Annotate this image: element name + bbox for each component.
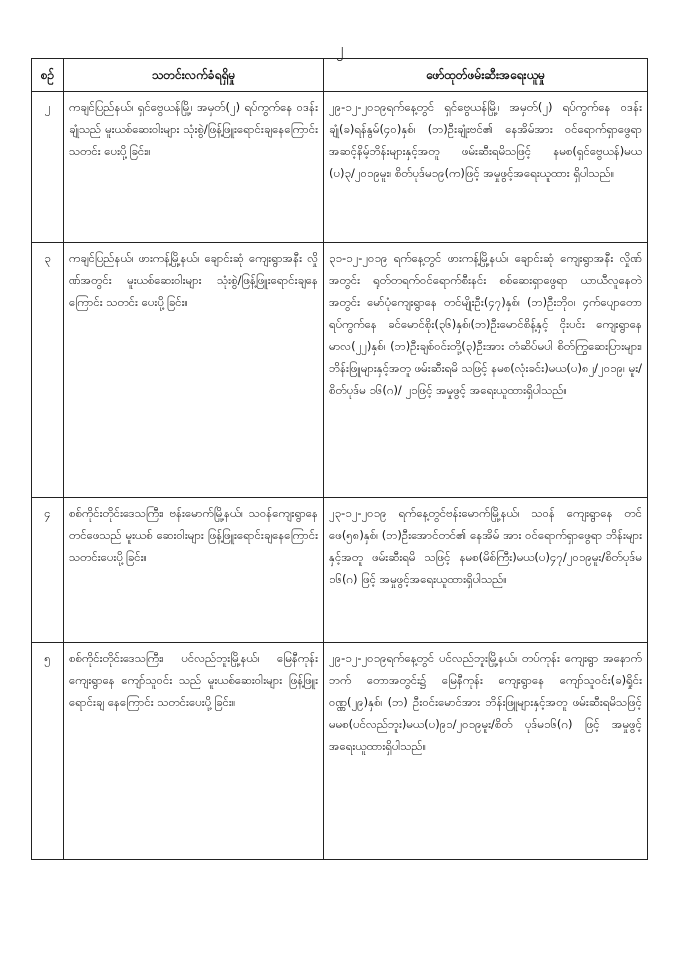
table-row xyxy=(32,498,648,643)
info-received-cell: ကချင်ပြည်နယ်၊ ရှင်ဗွေယန်မြို့၊ အမှတ်(၂) ရပ်ကွက်နေ ဝဒန်းချုံသည် မူးယစ်ဆေးဝါးများ သုံးစွဲ/ဖြန့်ဖြူးရောင်းချနေကြောင်း သတင်း ပေးပို့ခြင်း။ xyxy=(64,92,324,243)
header-info-received: သတင်းလက်ခံရရှိမှု xyxy=(64,59,324,92)
row-number: ၅ xyxy=(32,643,64,860)
info-received-cell: စစ်ကိုင်းတိုင်းဒေသကြီး၊ ပင်လည်ဘူးမြို့နယ်၊ မြေနီကုန်းကျေးရွာနေ ကျော်သူဝင်း သည် မူးယစ်ဆေးဝါးများ ဖြန့်ဖြူးရောင်းချ နေကြောင်း သတင်းပေးပို့ခြင်း။ xyxy=(64,643,324,860)
header-no: စဉ် xyxy=(32,59,64,92)
row-number: ၄ xyxy=(32,498,64,643)
header-action-taken: ဖော်ထုတ်ဖမ်းဆီးအရေးယူမှု xyxy=(324,59,648,92)
action-taken-cell: ၂၉-၁၂-၂၀၁၉ရက်နေ့တွင် ပင်လည်ဘူးမြို့နယ်၊ တပ်ကုန်း ကျေးရွာ အနောက်ဘက် တောအတွင်း၌ မြေနီကုန်း ကျေးရွာနေ ကျော်သူဝင်း(ခ)ရှိုင်းဝဏ္ဏ(၂၉)နှစ်၊ (ဘ) ဦးဝင်းမောင်အား ဘိန်းဖြူများနှင့်အတူ ဖမ်းဆီးရမိသဖြင့် မမစ(ပင်လည်ဘူး)မယ(ပ)၉၁/၂၀၁၉မူး/စိတ် ပုဒ်မ၁၆(ဂ) ဖြင့် အမှုဖွင့်အရေးယူထားရှိပါသည်။ xyxy=(324,643,648,860)
action-taken-cell: ၂၉-၁၂-၂၀၁၉ရက်နေ့တွင် ရှင်ဗွေယန်မြို့၊ အမှတ်(၂) ရပ်ကွက်နေ ဝဒန်းချုံ(ခ)ရန်နွမ်(၄၀)နှစ်၊ (ဘ)ဦးချုံးဗင်၏ နေအိမ်အား ဝင်ရောက်ရှာဖွေရာ အဆင့်နိမ့်ဘိန်းများနှင့်အတူ ဖမ်းဆီးရမိသဖြင့် နမစ(ရှင်ဗွေယန်)မယ (ပ)၃/၂၀၁၉မူး၊ စိတ်ပုဒ်မ၁၉(က)ဖြင့် အမှုဖွင့်အရေးယူထား ရှိပါသည်။ xyxy=(324,92,648,243)
table-row xyxy=(32,243,648,498)
table-header-row xyxy=(32,59,648,92)
action-taken-cell: ၂၃-၁၂-၂၀၁၉ ရက်နေ့တွင်ဗန်းမောက်မြို့နယ်၊ သဝန် ကျေးရွာနေ တင်ဖေ(၅၈)နှစ်၊ (ဘ)ဦးအောင်တင်၏ နေအိမ် အား ဝင်ရောက်ရှာဖွေရာ ဘိန်းများနှင့်အတူ ဖမ်းဆီးရမိ သဖြင့် နမစ(မိစ်ကြီး)မယ(ပ)၄၇/၂၀၁၉မူး/စိတ်ပုဒ်မ ၁၆(ဂ) ဖြင့် အမှုဖွင့်အရေးယူထားရှိပါသည်။ xyxy=(324,498,648,643)
report-table xyxy=(31,58,648,860)
info-received-cell: စစ်ကိုင်းတိုင်းဒေသကြီး၊ ဗန်းမောက်မြို့နယ်၊ သဝန်ကျေးရွာနေ တင်ဖေသည် မူးယစ် ဆေးဝါးများ ဖြန့်ဖြူးရောင်းချနေကြောင်း သတင်းပေးပို့ခြင်း။ xyxy=(64,498,324,643)
table-row xyxy=(32,92,648,243)
page-number: ၂ xyxy=(335,40,344,58)
info-received-cell: ကချင်ပြည်နယ်၊ ဖားကန့်မြို့နယ်၊ ချောင်းဆုံ ကျေးရွာအနီး လှိုဏ်အတွင်း မူးယစ်ဆေးဝါးများ သုံးစွဲ/ဖြန့်ဖြူးရောင်းချနေကြောင်း သတင်း ပေးပို့ခြင်း။ xyxy=(64,243,324,498)
row-number: ၂ xyxy=(32,92,64,243)
table-row xyxy=(32,643,648,860)
row-number: ၃ xyxy=(32,243,64,498)
action-taken-cell: ၃၁-၁၂-၂၀၁၉ ရက်နေ့တွင် ဖားကန့်မြို့နယ်၊ ချောင်းဆုံ ကျေးရွာအနီး လှိုဏ်အတွင်း ရုတ်တရက်ဝင်ရောက်စီးနင်း စစ်ဆေးရှာဖွေရာ ယာယီလူနေတဲအတွင်း မော်ပုံကျေးရွာနေ တင်မျိုးဦး(၄၇)နှစ်၊ (ဘ)ဦးဘိုဝ၊ ၄က်ပျောတောရပ်ကွက်နေ ခင်မောင်စိုး(၃၆)နှစ်၊(ဘ)ဦးမောင်စိန့်နှင့် ငိုးပင်း ကျေးရွာနေ မာလ(၂၂)နှစ်၊ (ဘ)ဦးချစ်ဝင်းတို့(၃)ဦးအား တံဆိပ်မပါ စိတ်ကြွဆေးပြားများ၊ ဘိန်းဖြူများနှင့်အတူ ဖမ်းဆီးရမိ သဖြင့် နမစ(လုံးခင်း)မယ(ပ)၈၂/၂၀၁၉၊ မူး/စိတ်ပုဒ်မ ၁၆(ဂ)/ ၂၁ဖြင့် အမှုဖွင့် အရေးယူထားရှိပါသည်။ xyxy=(324,243,648,498)
